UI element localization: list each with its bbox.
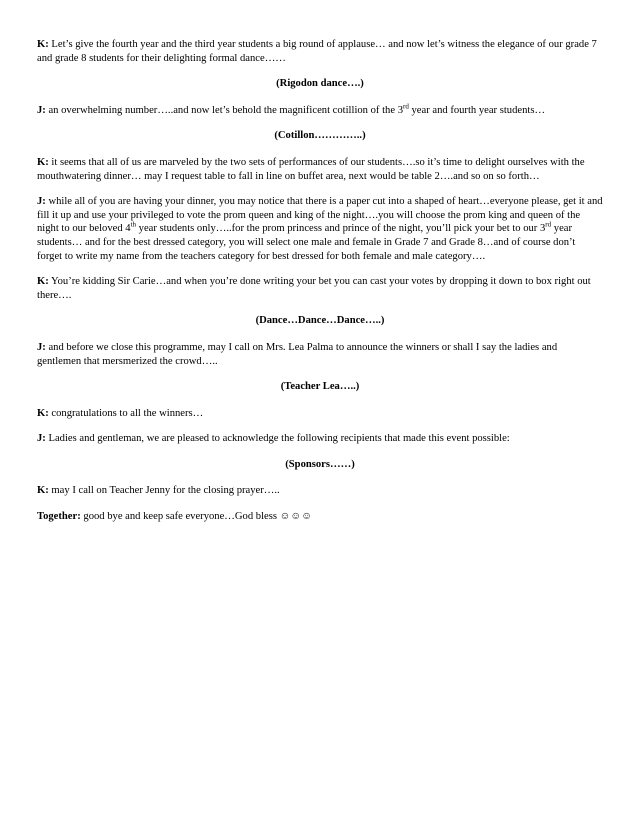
line-text: an overwhelming number…..and now let’s behold the magnificent cotillion of the 3 <box>45 104 403 116</box>
script-line-j-1 <box>37 104 603 118</box>
line-text: year and fourth year students… <box>408 104 546 116</box>
speaker-label: J: <box>37 196 46 208</box>
line-text: good bye and keep safe everyone…God bless ☺☺☺ <box>80 511 313 523</box>
script-line-j-4 <box>37 432 603 446</box>
speaker-label: K: <box>37 407 49 419</box>
stage-cue-sponsors: (Sponsors……) <box>285 458 355 470</box>
speaker-label: Together: <box>37 511 81 523</box>
line-text: congratulations to all the winners… <box>48 407 204 419</box>
script-line-k-5 <box>37 484 603 498</box>
script-line-k-4 <box>37 407 603 421</box>
speaker-label: J: <box>37 341 46 353</box>
script-line-k-1 <box>37 38 603 65</box>
stage-cue-rigodon: (Rigodon dance….) <box>276 78 364 90</box>
line-text: Let’s give the fourth year and the third year students a big round of applause… and now let’s witness the elegance of our grade 7 and grade 8 students for their delighting formal dance…… <box>37 39 597 64</box>
speaker-label: K: <box>37 156 49 168</box>
line-text: while all of you are having your dinner, you may notice that there is a paper cut into a shaped of heart…everyone please, get it and fill it up and use your privileged to vote the prom queen and king of the night….you will choose the prom king and queen of the night to our beloved 4 <box>37 196 603 235</box>
script-line-j-3 <box>37 341 603 368</box>
script-line-together <box>37 510 603 524</box>
line-text: may I call on Teacher Jenny for the closing prayer….. <box>48 485 280 497</box>
ordinal-suffix: th <box>130 220 137 229</box>
speaker-label: J: <box>37 104 46 116</box>
line-text: Ladies and gentleman, we are pleased to acknowledge the following recipients that made this event possible: <box>45 433 510 445</box>
stage-cue-dance: (Dance…Dance…Dance…..) <box>255 315 385 327</box>
line-text: and before we close this programme, may I call on Mrs. Lea Palma to announce the winners or shall I say the ladies and gentlemen that mersmerized the crowd….. <box>37 341 558 367</box>
speaker-label: K: <box>37 485 49 497</box>
stage-cue-teacher-lea: (Teacher Lea…..) <box>280 381 360 393</box>
line-text: year students… and for the best dressed category, you will select one male and female in Grade 7 and Grade 8…and of course don’t forget to write my name from the teachers category for best dressed for both female and male category…. <box>37 223 576 262</box>
speaker-label: K: <box>37 39 49 50</box>
line-text: year students only…..for the prom princess and prince of the night, you’ll pick your bet to our 3 <box>136 223 546 235</box>
speaker-label: J: <box>37 433 46 445</box>
script-body <box>37 38 603 536</box>
script-line-k-2 <box>37 156 603 183</box>
script-line-k-3 <box>37 275 603 302</box>
line-text: it seems that all of us are marveled by the two sets of performances of our students….so it’s time to delight ourselves with the mouthwatering dinner… may I request table to fall in line on buffet area, next would be table 2….and so on so forth… <box>37 156 585 182</box>
script-line-j-2 <box>37 195 603 263</box>
line-text: You’re kidding Sir Carie…and when you’re done writing your bet you can cast your votes by dropping it down to box right out there…. <box>37 276 591 301</box>
speaker-label: K: <box>37 276 49 288</box>
ordinal-suffix: rd <box>403 102 409 111</box>
stage-cue-cotillon: (Cotillon…………..) <box>274 130 366 142</box>
ordinal-suffix: rd <box>545 220 552 229</box>
